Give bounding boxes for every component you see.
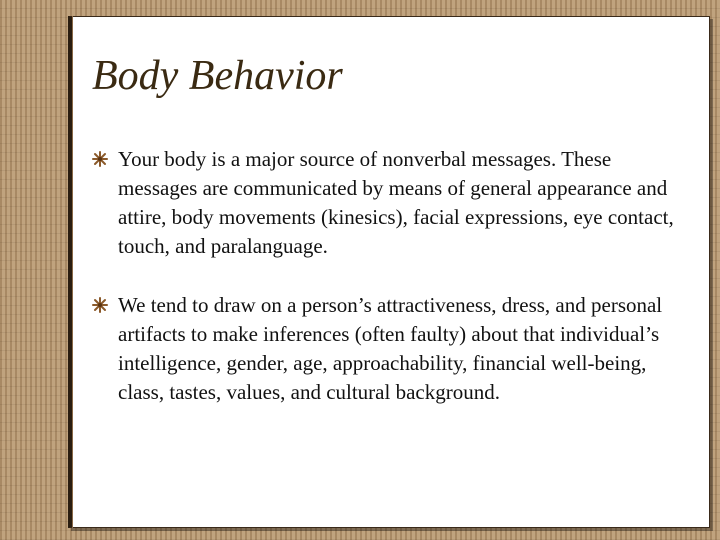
bullet-item — [92, 291, 692, 407]
sparkle-bullet-icon — [92, 151, 108, 167]
bullet-text: We tend to draw on a person’s attractiveness, dress, and personal artifacts to make inferences (often faulty) about that individual’s intelligence, gender, age, approachability, financial well-being, class, tastes, values, and cultural background. — [118, 293, 663, 404]
panel-edge-shadow — [72, 16, 73, 528]
bullet-item — [92, 145, 692, 261]
bullet-text: Your body is a major source of nonverbal messages. These messages are communicated by means of general appearance and attire, body movements (kinesics), facial expressions, eye contact, touch, and paralanguage. — [118, 147, 674, 258]
sparkle-bullet-icon — [92, 297, 108, 313]
bullet-list — [92, 145, 692, 437]
slide-title: Body Behavior — [92, 53, 343, 99]
